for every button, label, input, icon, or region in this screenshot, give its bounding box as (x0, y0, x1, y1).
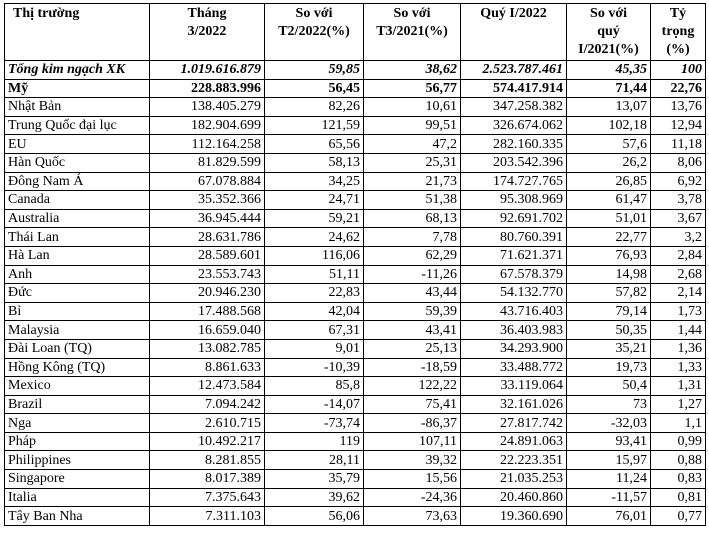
cell-q1-2022-value: 19.360.690 (461, 507, 567, 526)
cell-q1-2022-value: 203.542.396 (461, 153, 567, 172)
table-row (5, 507, 706, 526)
cell-market-name: Brazil (5, 395, 150, 414)
cell-march-2022-value: 7.311.103 (150, 507, 265, 526)
cell-q1-2022-value: 574.417.914 (461, 79, 567, 98)
cell-vs-q1-2021: 22,77 (567, 228, 651, 247)
table-row (5, 358, 706, 377)
cell-market-name: Đài Loan (TQ) (5, 339, 150, 358)
cell-vs-feb-2022: -10,39 (265, 358, 364, 377)
cell-march-2022-value: 16.659.040 (150, 321, 265, 340)
cell-vs-q1-2021: 79,14 (567, 302, 651, 321)
col-header-vs-q1-2021: So với quý I/2021(%) (567, 4, 651, 61)
cell-march-2022-value: 138.405.279 (150, 98, 265, 117)
cell-march-2022-value: 2.610.715 (150, 414, 265, 433)
cell-share: 11,18 (651, 135, 706, 154)
col-header-vs-feb-2022: So với T2/2022(%) (265, 4, 364, 61)
cell-q1-2022-value: 347.258.382 (461, 98, 567, 117)
cell-q1-2022-value: 21.035.253 (461, 470, 567, 489)
cell-share: 0,99 (651, 432, 706, 451)
cell-q1-2022-value: 33.119.064 (461, 377, 567, 396)
cell-share: 1,73 (651, 302, 706, 321)
cell-share: 6,92 (651, 172, 706, 191)
cell-vs-q1-2021: 71,44 (567, 79, 651, 98)
cell-vs-q1-2021: 26,85 (567, 172, 651, 191)
cell-vs-feb-2022: -73,74 (265, 414, 364, 433)
cell-march-2022-value: 112.164.258 (150, 135, 265, 154)
cell-vs-feb-2022: 82,26 (265, 98, 364, 117)
cell-vs-mar-2021: 25,31 (364, 153, 461, 172)
cell-vs-q1-2021: 50,4 (567, 377, 651, 396)
cell-vs-mar-2021: 62,29 (364, 246, 461, 265)
col-header-vs-mar-2021: So với T3/2021(%) (364, 4, 461, 61)
cell-q1-2022-value: 92.691.702 (461, 209, 567, 228)
cell-vs-q1-2021: 93,41 (567, 432, 651, 451)
cell-share: 22,76 (651, 79, 706, 98)
cell-vs-q1-2021: 73 (567, 395, 651, 414)
cell-market-name: Bỉ (5, 302, 150, 321)
table-row (5, 191, 706, 210)
header-row (5, 4, 706, 61)
cell-vs-q1-2021: 45,35 (567, 61, 651, 80)
cell-march-2022-value: 23.553.743 (150, 265, 265, 284)
cell-q1-2022-value: 33.488.772 (461, 358, 567, 377)
cell-vs-q1-2021: 76,93 (567, 246, 651, 265)
cell-market-name: EU (5, 135, 150, 154)
cell-vs-mar-2021: 56,77 (364, 79, 461, 98)
cell-march-2022-value: 28.589.601 (150, 246, 265, 265)
cell-vs-mar-2021: 99,51 (364, 116, 461, 135)
col-header-march-2022: Tháng 3/2022 (150, 4, 265, 61)
cell-vs-mar-2021: 122,22 (364, 377, 461, 396)
cell-vs-feb-2022: 22,83 (265, 284, 364, 303)
cell-vs-feb-2022: 24,71 (265, 191, 364, 210)
cell-q1-2022-value: 2.523.787.461 (461, 61, 567, 80)
cell-vs-feb-2022: 121,59 (265, 116, 364, 135)
cell-vs-mar-2021: 47,2 (364, 135, 461, 154)
cell-vs-q1-2021: 11,24 (567, 470, 651, 489)
cell-share: 2,84 (651, 246, 706, 265)
cell-vs-mar-2021: 73,63 (364, 507, 461, 526)
cell-vs-feb-2022: 39,62 (265, 488, 364, 507)
cell-market-name: Đức (5, 284, 150, 303)
cell-march-2022-value: 12.473.584 (150, 377, 265, 396)
cell-vs-mar-2021: -11,26 (364, 265, 461, 284)
cell-march-2022-value: 20.946.230 (150, 284, 265, 303)
cell-vs-feb-2022: 35,79 (265, 470, 364, 489)
cell-q1-2022-value: 174.727.765 (461, 172, 567, 191)
table-row (5, 414, 706, 433)
cell-share: 2,14 (651, 284, 706, 303)
col-header-share: Tỷ trọng (%) (651, 4, 706, 61)
cell-vs-feb-2022: 58,13 (265, 153, 364, 172)
table-row (5, 339, 706, 358)
table-row (5, 284, 706, 303)
cell-vs-mar-2021: -86,37 (364, 414, 461, 433)
cell-vs-feb-2022: 9,01 (265, 339, 364, 358)
cell-vs-mar-2021: 38,62 (364, 61, 461, 80)
cell-q1-2022-value: 67.578.379 (461, 265, 567, 284)
table-row (5, 395, 706, 414)
cell-vs-mar-2021: 51,38 (364, 191, 461, 210)
cell-share: 3,78 (651, 191, 706, 210)
table-body (5, 61, 706, 526)
table-row (5, 135, 706, 154)
cell-vs-feb-2022: 59,21 (265, 209, 364, 228)
col-header-q1-2022: Quý I/2022 (461, 4, 567, 61)
total-row (5, 61, 706, 80)
cell-q1-2022-value: 54.132.770 (461, 284, 567, 303)
cell-vs-feb-2022: -14,07 (265, 395, 364, 414)
cell-market-name: Mexico (5, 377, 150, 396)
table-row (5, 470, 706, 489)
cell-march-2022-value: 7.094.242 (150, 395, 265, 414)
cell-vs-q1-2021: -32,03 (567, 414, 651, 433)
cell-market-name: Italia (5, 488, 150, 507)
cell-market-name: Tổng kim ngạch XK (5, 61, 150, 80)
cell-share: 1,1 (651, 414, 706, 433)
cell-march-2022-value: 228.883.996 (150, 79, 265, 98)
cell-market-name: Hà Lan (5, 246, 150, 265)
table-row (5, 432, 706, 451)
cell-market-name: Pháp (5, 432, 150, 451)
cell-vs-feb-2022: 28,11 (265, 451, 364, 470)
cell-vs-feb-2022: 56,06 (265, 507, 364, 526)
cell-vs-mar-2021: -24,36 (364, 488, 461, 507)
cell-march-2022-value: 81.829.599 (150, 153, 265, 172)
cell-vs-q1-2021: 102,18 (567, 116, 651, 135)
cell-share: 13,76 (651, 98, 706, 117)
cell-market-name: Nhật Bản (5, 98, 150, 117)
table-row (5, 488, 706, 507)
cell-q1-2022-value: 282.160.335 (461, 135, 567, 154)
cell-march-2022-value: 13.082.785 (150, 339, 265, 358)
cell-vs-mar-2021: 25,13 (364, 339, 461, 358)
cell-march-2022-value: 36.945.444 (150, 209, 265, 228)
cell-march-2022-value: 28.631.786 (150, 228, 265, 247)
cell-vs-mar-2021: 59,39 (364, 302, 461, 321)
cell-share: 0,88 (651, 451, 706, 470)
cell-q1-2022-value: 27.817.742 (461, 414, 567, 433)
cell-march-2022-value: 8.281.855 (150, 451, 265, 470)
cell-vs-mar-2021: 75,41 (364, 395, 461, 414)
cell-vs-feb-2022: 24,62 (265, 228, 364, 247)
cell-share: 12,94 (651, 116, 706, 135)
cell-vs-q1-2021: 13,07 (567, 98, 651, 117)
cell-share: 0,83 (651, 470, 706, 489)
cell-share: 100 (651, 61, 706, 80)
cell-vs-mar-2021: 43,41 (364, 321, 461, 340)
cell-market-name: Hàn Quốc (5, 153, 150, 172)
cell-q1-2022-value: 34.293.900 (461, 339, 567, 358)
cell-vs-q1-2021: 19,73 (567, 358, 651, 377)
cell-share: 2,68 (651, 265, 706, 284)
cell-march-2022-value: 17.488.568 (150, 302, 265, 321)
cell-q1-2022-value: 24.891.063 (461, 432, 567, 451)
cell-q1-2022-value: 326.674.062 (461, 116, 567, 135)
cell-share: 1,27 (651, 395, 706, 414)
cell-vs-mar-2021: 43,44 (364, 284, 461, 303)
cell-q1-2022-value: 95.308.969 (461, 191, 567, 210)
cell-market-name: Trung Quốc đại lục (5, 116, 150, 135)
cell-vs-feb-2022: 119 (265, 432, 364, 451)
cell-vs-q1-2021: 61,47 (567, 191, 651, 210)
cell-vs-q1-2021: 76,01 (567, 507, 651, 526)
cell-march-2022-value: 7.375.643 (150, 488, 265, 507)
cell-vs-feb-2022: 67,31 (265, 321, 364, 340)
cell-market-name: Tây Ban Nha (5, 507, 150, 526)
cell-market-name: Hồng Kông (TQ) (5, 358, 150, 377)
export-market-table (4, 3, 706, 526)
cell-share: 1,44 (651, 321, 706, 340)
col-header-market: Thị trường (5, 4, 150, 61)
table-row (5, 246, 706, 265)
cell-vs-feb-2022: 51,11 (265, 265, 364, 284)
cell-share: 3,67 (651, 209, 706, 228)
cell-march-2022-value: 35.352.366 (150, 191, 265, 210)
cell-vs-q1-2021: 50,35 (567, 321, 651, 340)
cell-vs-mar-2021: 39,32 (364, 451, 461, 470)
cell-share: 0,81 (651, 488, 706, 507)
cell-market-name: Anh (5, 265, 150, 284)
cell-vs-feb-2022: 59,85 (265, 61, 364, 80)
cell-vs-mar-2021: 15,56 (364, 470, 461, 489)
cell-vs-feb-2022: 85,8 (265, 377, 364, 396)
cell-market-name: Singapore (5, 470, 150, 489)
cell-market-name: Mỹ (5, 79, 150, 98)
cell-q1-2022-value: 22.223.351 (461, 451, 567, 470)
table-row (5, 153, 706, 172)
cell-share: 1,31 (651, 377, 706, 396)
table-row (5, 228, 706, 247)
table-row (5, 302, 706, 321)
cell-vs-q1-2021: 57,82 (567, 284, 651, 303)
table-row (5, 172, 706, 191)
cell-q1-2022-value: 36.403.983 (461, 321, 567, 340)
table-row (5, 98, 706, 117)
cell-q1-2022-value: 43.716.403 (461, 302, 567, 321)
table-row (5, 265, 706, 284)
cell-market-name: Thái Lan (5, 228, 150, 247)
cell-vs-feb-2022: 116,06 (265, 246, 364, 265)
cell-vs-feb-2022: 34,25 (265, 172, 364, 191)
cell-share: 1,33 (651, 358, 706, 377)
table-row (5, 377, 706, 396)
cell-market-name: Đông Nam Á (5, 172, 150, 191)
cell-market-name: Canada (5, 191, 150, 210)
cell-share: 0,77 (651, 507, 706, 526)
cell-vs-mar-2021: 21,73 (364, 172, 461, 191)
cell-vs-q1-2021: 35,21 (567, 339, 651, 358)
table-row (5, 321, 706, 340)
cell-q1-2022-value: 80.760.391 (461, 228, 567, 247)
cell-vs-q1-2021: -11,57 (567, 488, 651, 507)
cell-vs-q1-2021: 15,97 (567, 451, 651, 470)
cell-market-name: Nga (5, 414, 150, 433)
cell-vs-feb-2022: 42,04 (265, 302, 364, 321)
cell-march-2022-value: 67.078.884 (150, 172, 265, 191)
table-row (5, 209, 706, 228)
cell-vs-mar-2021: 7,78 (364, 228, 461, 247)
table-row (5, 116, 706, 135)
cell-march-2022-value: 10.492.217 (150, 432, 265, 451)
cell-vs-feb-2022: 65,56 (265, 135, 364, 154)
cell-vs-mar-2021: 107,11 (364, 432, 461, 451)
cell-q1-2022-value: 32.161.026 (461, 395, 567, 414)
cell-vs-mar-2021: 10,61 (364, 98, 461, 117)
cell-march-2022-value: 1.019.616.879 (150, 61, 265, 80)
cell-q1-2022-value: 71.621.371 (461, 246, 567, 265)
cell-market-name: Australia (5, 209, 150, 228)
cell-vs-mar-2021: 68,13 (364, 209, 461, 228)
cell-share: 1,36 (651, 339, 706, 358)
cell-market-name: Malaysia (5, 321, 150, 340)
cell-market-name: Philippines (5, 451, 150, 470)
cell-march-2022-value: 8.017.389 (150, 470, 265, 489)
cell-share: 8,06 (651, 153, 706, 172)
cell-vs-q1-2021: 57,6 (567, 135, 651, 154)
table-row (5, 451, 706, 470)
cell-vs-q1-2021: 14,98 (567, 265, 651, 284)
cell-vs-mar-2021: -18,59 (364, 358, 461, 377)
cell-q1-2022-value: 20.460.860 (461, 488, 567, 507)
table-row (5, 79, 706, 98)
cell-vs-q1-2021: 51,01 (567, 209, 651, 228)
cell-vs-feb-2022: 56,45 (265, 79, 364, 98)
cell-march-2022-value: 182.904.699 (150, 116, 265, 135)
cell-vs-q1-2021: 26,2 (567, 153, 651, 172)
cell-march-2022-value: 8.861.633 (150, 358, 265, 377)
cell-share: 3,2 (651, 228, 706, 247)
